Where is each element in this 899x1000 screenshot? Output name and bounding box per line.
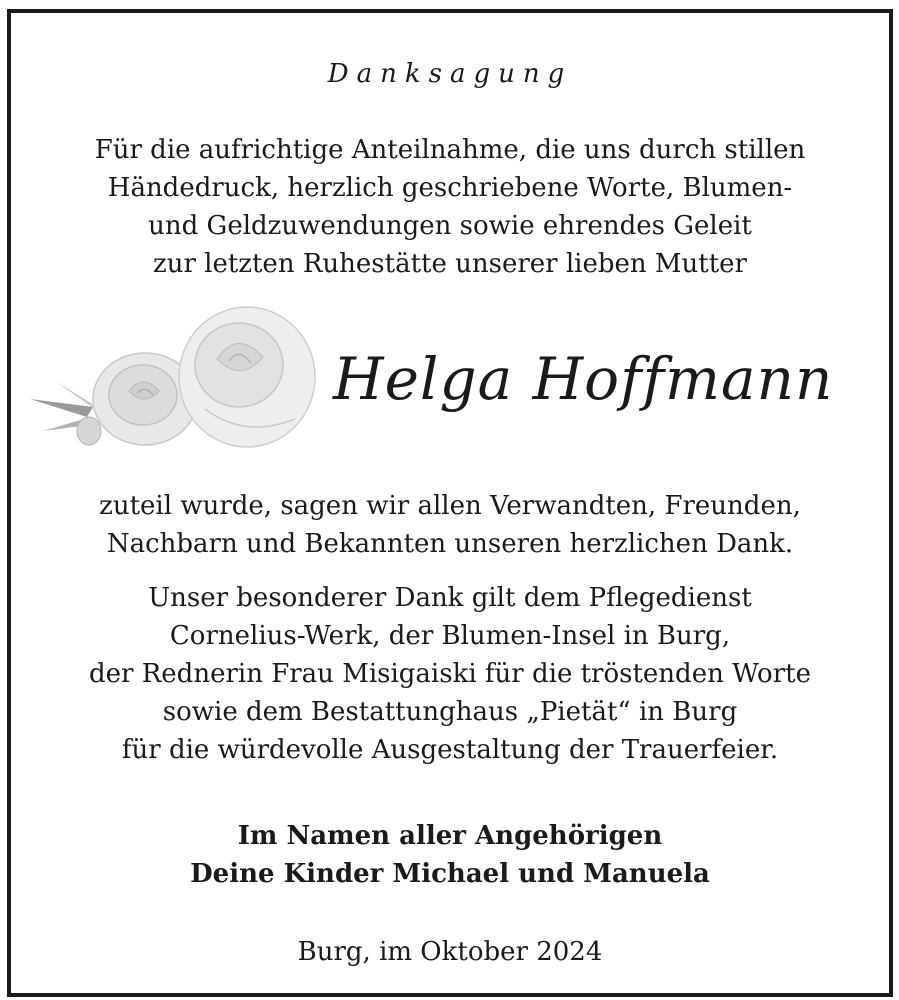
thanks-paragraph [11, 487, 889, 563]
signature-block [11, 817, 889, 893]
special-thanks-line: sowie dem Bestattunghaus „Pietät“ in Burg [162, 697, 738, 727]
intro-line: Händedruck, herzlich geschriebene Worte, Blumen- [107, 173, 793, 203]
special-thanks-paragraph [11, 579, 889, 769]
signature-line: Deine Kinder Michael und Manuela [190, 859, 710, 889]
thanks-line: Nachbarn und Bekannten unseren herzlichen Dank. [106, 529, 794, 559]
special-thanks-line: Unser besonderer Dank gilt dem Pflegedienst [148, 583, 752, 613]
intro-line: Für die aufrichtige Anteilnahme, die uns durch stillen [94, 135, 806, 165]
thanks-line: zuteil wurde, sagen wir allen Verwandten, Freunden, [99, 491, 801, 521]
special-thanks-line: der Rednerin Frau Misigaiski für die tröstenden Worte [89, 659, 811, 689]
special-thanks-line: für die würdevolle Ausgestaltung der Trauerfeier. [121, 735, 779, 765]
intro-paragraph [11, 131, 889, 283]
deceased-name: Helga Hoffmann [333, 345, 834, 413]
roses-icon [25, 299, 325, 459]
place-date: Burg, im Oktober 2024 [297, 937, 603, 967]
signature-line: Im Namen aller Angehörigen [237, 821, 663, 851]
intro-line: zur letzten Ruhestätte unserer lieben Mutter [153, 249, 747, 279]
notice-frame [7, 9, 893, 997]
intro-line: und Geldzuwendungen sowie ehrendes Geleit [148, 211, 752, 241]
special-thanks-line: Cornelius-Werk, der Blumen-Insel in Burg, [169, 621, 731, 651]
notice-heading: Danksagung [327, 59, 573, 89]
